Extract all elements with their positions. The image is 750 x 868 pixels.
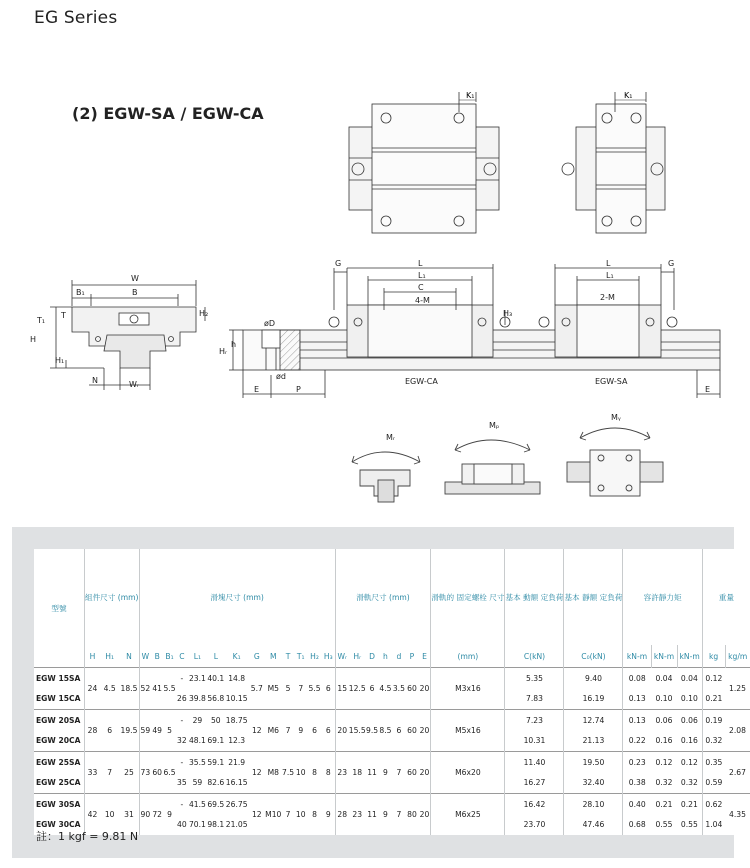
table-cell: 29 [188, 710, 207, 731]
table-cell: 7 [393, 794, 406, 836]
table-cell: 0.32 [680, 778, 698, 788]
table-cell: 0.55 [655, 820, 673, 830]
table-cell: 0.12 [677, 752, 702, 773]
table-cell: 60 [405, 710, 418, 752]
moment-diagrams [0, 410, 750, 515]
table-cell: 0.40 [623, 794, 651, 815]
label-n: N [92, 376, 98, 385]
table-cell: 50 [207, 710, 225, 731]
table-row [34, 752, 750, 773]
label-g-left: G [335, 259, 342, 268]
table-cell: - [176, 710, 188, 731]
table-cell: - [176, 752, 188, 773]
col-header: h [383, 651, 388, 661]
col-group-weight: 重量 [702, 549, 750, 645]
table-cell: 0.62 [702, 794, 725, 815]
col-header: C₀(kN) [564, 645, 623, 668]
table-cell: 10 [294, 794, 307, 836]
col-group-dynamic: 基本 動額 定負荷 [505, 549, 564, 645]
table-cell: 28 [85, 710, 100, 752]
table-cell: 2.67 [725, 752, 750, 794]
table-cell: 31 [119, 794, 139, 836]
table-cell: 23.1 [188, 668, 207, 689]
table-cell: M6x20 [431, 752, 505, 794]
label-mp: Mₚ [489, 421, 500, 430]
table-cell: 7 [282, 710, 295, 752]
table-cell: 0.35 [702, 752, 725, 773]
table-cell: 0.04 [651, 668, 677, 689]
model-cell: EGW 15SA [34, 668, 85, 689]
section-drawings [0, 250, 750, 410]
model-cell: EGW 25SA [34, 752, 85, 773]
table-cell: 82.6 [207, 778, 225, 788]
label-l1-ca: L₁ [418, 271, 426, 280]
table-cell: 0.21 [702, 689, 725, 710]
table-cell: 12.74 [564, 710, 623, 731]
table-cell: 0.13 [623, 689, 651, 710]
label-h2: H₂ [199, 309, 209, 318]
table-cell: 73 [139, 752, 151, 794]
label-h1: H₁ [55, 356, 65, 365]
table-cell: 7.23 [505, 710, 564, 731]
table-cell: 69.1 [207, 736, 225, 746]
table-cell: 5 [282, 668, 295, 710]
table-cell: 5.5 [163, 668, 176, 710]
table-cell: 12 [249, 752, 265, 794]
table-cell: 5.35 [505, 668, 564, 689]
table-cell: 7 [282, 794, 295, 836]
table-cell: 9.40 [564, 668, 623, 689]
table-cell: 23.70 [505, 815, 564, 836]
table-row [34, 794, 750, 815]
table-cell: 5 [163, 710, 176, 752]
table-cell: 6 [100, 710, 120, 752]
col-header: T₁ [296, 651, 305, 661]
model-cell: EGW 30SA [34, 794, 85, 815]
table-cell: 7.5 [282, 752, 295, 794]
col-header: M [270, 651, 277, 661]
table-cell: 90 [139, 794, 151, 836]
model-cell: EGW 20SA [34, 710, 85, 731]
col-header: kN-m [623, 645, 651, 668]
table-cell: 32 [177, 736, 187, 746]
table-cell: 21.05 [225, 820, 248, 830]
table-cell: 7.83 [505, 689, 564, 710]
table-cell: 20 [419, 794, 431, 836]
label-h: H [30, 335, 37, 344]
table-cell: 42 [85, 794, 100, 836]
table-cell: 80 [405, 794, 418, 836]
model-cell: EGW 25CA [36, 778, 81, 788]
table-cell: 14.8 [225, 668, 249, 689]
table-cell: M6x25 [431, 794, 505, 836]
col-header: Wᵣ [335, 645, 349, 668]
col-header: W [139, 645, 151, 668]
table-cell: 70.1 [188, 820, 206, 830]
model-cell: EGW 15CA [36, 694, 81, 704]
table-cell: 19.50 [564, 752, 623, 773]
table-cell: 40.1 [207, 668, 225, 689]
table-cell: 11 [366, 794, 379, 836]
table-cell: 9.5 [366, 710, 379, 752]
table-cell: - [176, 668, 188, 689]
col-header: d [396, 651, 402, 661]
col-header: B₁ [165, 651, 174, 661]
table-cell: 56.8 [207, 694, 225, 704]
table-cell: 0.32 [655, 778, 673, 788]
label-egw-sa: EGW-SA [595, 377, 628, 386]
table-cell: 12.3 [228, 736, 246, 746]
label-egw-ca: EGW-CA [405, 377, 438, 386]
table-cell: 5.7 [249, 668, 265, 710]
table-cell: 35 [177, 778, 187, 788]
table-cell: 0.06 [677, 710, 702, 731]
table-cell: 16.27 [505, 773, 564, 794]
table-cell: 8 [307, 794, 322, 836]
table-cell: 20 [335, 710, 349, 752]
table-cell: 23 [335, 752, 349, 794]
table-cell: 26.75 [225, 794, 249, 815]
table-cell: 0.13 [623, 710, 651, 731]
label-my: Mᵧ [611, 413, 621, 422]
table-cell: M10 [265, 794, 282, 836]
table-cell: 40 [177, 820, 187, 830]
col-header: L₁ [193, 651, 202, 661]
unit-note: 註：1 kgf = 9.81 N [36, 830, 139, 843]
table-cell: 7 [100, 752, 120, 794]
table-cell: 48.1 [188, 736, 206, 746]
col-header: H₃ [323, 651, 333, 661]
label-hr: Hᵣ [219, 347, 228, 356]
table-cell: 0.38 [623, 773, 651, 794]
table-cell: 41.5 [188, 794, 207, 815]
table-cell: M3x16 [431, 668, 505, 710]
label-c: C [418, 283, 424, 292]
label-phi-d-large: øD [264, 319, 276, 328]
table-cell: 6 [322, 710, 335, 752]
table-cell: 20 [419, 710, 431, 752]
table-cell: 10.15 [225, 694, 248, 704]
table-cell: 9 [378, 752, 392, 794]
label-w: W [131, 274, 139, 283]
table-cell: 15.5 [349, 710, 366, 752]
table-cell: 16.15 [225, 778, 248, 788]
col-header: G [253, 651, 260, 661]
table-cell: 8 [322, 752, 335, 794]
table-cell: 8 [307, 752, 322, 794]
table-cell: 5.5 [307, 668, 322, 710]
col-header: C [179, 651, 185, 661]
label-t1: T₁ [37, 316, 46, 325]
col-group-moment: 容許靜力矩 [623, 549, 702, 645]
col-header: H₁ [105, 651, 115, 661]
table-cell: 4.5 [378, 668, 392, 710]
col-header: H₂ [310, 651, 319, 661]
col-group-block: 滑塊尺寸 (mm) [139, 549, 335, 645]
label-k1-sa: K₁ [624, 91, 633, 100]
label-wr: Wᵣ [129, 380, 139, 389]
series-title: EG Series [34, 8, 118, 28]
table-cell: 60 [405, 752, 418, 794]
table-cell: 0.10 [680, 694, 698, 704]
table-cell: 6.5 [163, 752, 176, 794]
table-cell: 0.16 [680, 736, 698, 746]
table-cell: 33 [85, 752, 100, 794]
table-cell: 6 [307, 710, 322, 752]
label-mr: Mᵣ [386, 433, 395, 442]
label-b: B [132, 288, 138, 297]
table-cell: 11.40 [505, 752, 564, 773]
table-cell: 4.5 [100, 668, 120, 710]
col-header: kg/m [725, 645, 750, 668]
table-cell: 18.75 [225, 710, 249, 731]
table-cell: 7 [294, 668, 307, 710]
col-group-rail: 滑軌尺寸 (mm) [335, 549, 431, 645]
table-cell: 16.42 [505, 794, 564, 815]
col-header: L [213, 651, 218, 661]
col-header: B [154, 651, 160, 661]
spec-table [34, 549, 750, 835]
table-cell: 25 [119, 752, 139, 794]
table-cell: 0.19 [702, 710, 725, 731]
table-cell: 12 [249, 794, 265, 836]
table-cell: 0.32 [702, 731, 725, 752]
table-cell: 6 [322, 668, 335, 710]
table-cell: 0.55 [680, 820, 698, 830]
table-cell: 35.5 [188, 752, 207, 773]
table-cell: 69.5 [207, 794, 225, 815]
table-cell: 0.12 [651, 752, 677, 773]
label-h3: H₃ [503, 309, 513, 318]
table-cell: 0.21 [677, 794, 702, 815]
table-cell: 7 [393, 752, 406, 794]
table-cell: 16.19 [564, 689, 623, 710]
table-cell: 21.9 [225, 752, 249, 773]
col-header: kN-m [677, 645, 702, 668]
label-4m: 4-M [415, 296, 430, 305]
table-cell: 9 [294, 710, 307, 752]
label-e-rail: E [254, 385, 260, 394]
label-t: T [61, 311, 66, 320]
table-cell: 98.1 [207, 820, 225, 830]
table-cell: 20 [419, 668, 431, 710]
table-cell: 11 [366, 752, 379, 794]
table-cell: 9 [163, 794, 176, 836]
model-cell: EGW 20CA [36, 736, 81, 746]
label-k1-ca: K₁ [466, 91, 475, 100]
table-cell: 15 [335, 668, 349, 710]
table-cell: 24 [85, 668, 100, 710]
col-header: C(kN) [505, 645, 564, 668]
top-view-drawings [0, 0, 750, 250]
table-cell: 41 [151, 668, 163, 710]
col-header: T [285, 651, 291, 661]
table-cell: 0.04 [677, 668, 702, 689]
label-l-sa: L [606, 259, 611, 268]
table-cell: 28 [335, 794, 349, 836]
table-cell: 8.5 [378, 710, 392, 752]
table-cell: 52 [139, 668, 151, 710]
col-header: H [85, 645, 100, 668]
table-cell: 0.21 [651, 794, 677, 815]
label-2m: 2-M [600, 293, 615, 302]
table-cell: 0.08 [623, 668, 651, 689]
table-cell: 0.59 [702, 773, 725, 794]
table-cell: 0.23 [623, 752, 651, 773]
col-header: (mm) [431, 645, 505, 668]
col-header: D [369, 651, 375, 661]
col-group-bolt: 滑軌的 固定螺栓 尺寸 [431, 549, 505, 645]
table-cell: M6 [265, 710, 282, 752]
table-cell: 72 [151, 794, 163, 836]
table-cell: 0.16 [655, 736, 673, 746]
col-header: Hᵣ [353, 651, 362, 661]
table-cell: 19.5 [119, 710, 139, 752]
col-model-header: 型號 [51, 603, 67, 613]
table-cell: 59 [139, 710, 151, 752]
table-cell: 59.1 [207, 752, 225, 773]
table-cell: 12 [249, 710, 265, 752]
table-cell: M8 [265, 752, 282, 794]
table-cell: 6 [393, 710, 406, 752]
table-cell: 26 [177, 694, 187, 704]
table-cell: 39.8 [188, 694, 206, 704]
table-cell: 0.68 [623, 815, 651, 836]
label-g-right: G [668, 259, 675, 268]
table-cell: 10 [294, 752, 307, 794]
col-header: kN-m [651, 645, 677, 668]
table-cell: M5 [265, 668, 282, 710]
table-body [34, 668, 750, 836]
table-cell: 0.10 [655, 694, 673, 704]
label-phi-d-small: ød [276, 372, 286, 381]
col-header: kg [702, 645, 725, 668]
table-cell: 20 [419, 752, 431, 794]
col-header: P [409, 651, 415, 661]
label-l-ca: L [418, 259, 423, 268]
table-cell: 4.35 [725, 794, 750, 836]
col-header: E [422, 651, 427, 661]
table-cell: 9 [378, 794, 392, 836]
table-row [34, 710, 750, 731]
label-l1-sa: L₁ [606, 271, 614, 280]
section-subtitle: (2) EGW-SA / EGW-CA [72, 104, 264, 123]
table-cell: 28.10 [564, 794, 623, 815]
table-cell: M5x16 [431, 710, 505, 752]
table-cell: 60 [151, 752, 163, 794]
table-cell: 1.04 [702, 815, 725, 836]
table-cell: 21.13 [564, 731, 623, 752]
table-cell: 59 [192, 778, 203, 788]
table-cell: - [176, 794, 188, 815]
label-b1: B₁ [76, 288, 85, 297]
table-cell: 9 [322, 794, 335, 836]
table-cell: 23 [349, 794, 366, 836]
table-cell: 10.31 [505, 731, 564, 752]
label-h-small: h [231, 340, 237, 349]
table-cell: 18 [349, 752, 366, 794]
table-cell: 2.08 [725, 710, 750, 752]
model-cell: EGW 30CA [36, 820, 81, 830]
table-cell: 10 [100, 794, 120, 836]
label-p: P [296, 385, 301, 394]
table-cell: 1.25 [725, 668, 750, 710]
table-cell: 6 [366, 668, 379, 710]
table-cell: 60 [405, 668, 418, 710]
col-group-assembly: 組件尺寸 (mm) [85, 549, 140, 645]
table-cell: 12.5 [349, 668, 366, 710]
table-cell: 0.12 [702, 668, 725, 689]
table-cell: 0.06 [651, 710, 677, 731]
table-cell: 3.5 [393, 668, 406, 710]
col-header: K₁ [232, 651, 241, 661]
label-e-side: E [705, 385, 711, 394]
table-cell: 0.22 [623, 731, 651, 752]
col-header: N [126, 651, 132, 661]
col-group-static: 基本 靜額 定負荷 [564, 549, 623, 645]
table-row [34, 668, 750, 689]
table-cell: 32.40 [564, 773, 623, 794]
table-cell: 18.5 [119, 668, 139, 710]
table-cell: 49 [151, 710, 163, 752]
table-cell: 47.46 [564, 815, 623, 836]
